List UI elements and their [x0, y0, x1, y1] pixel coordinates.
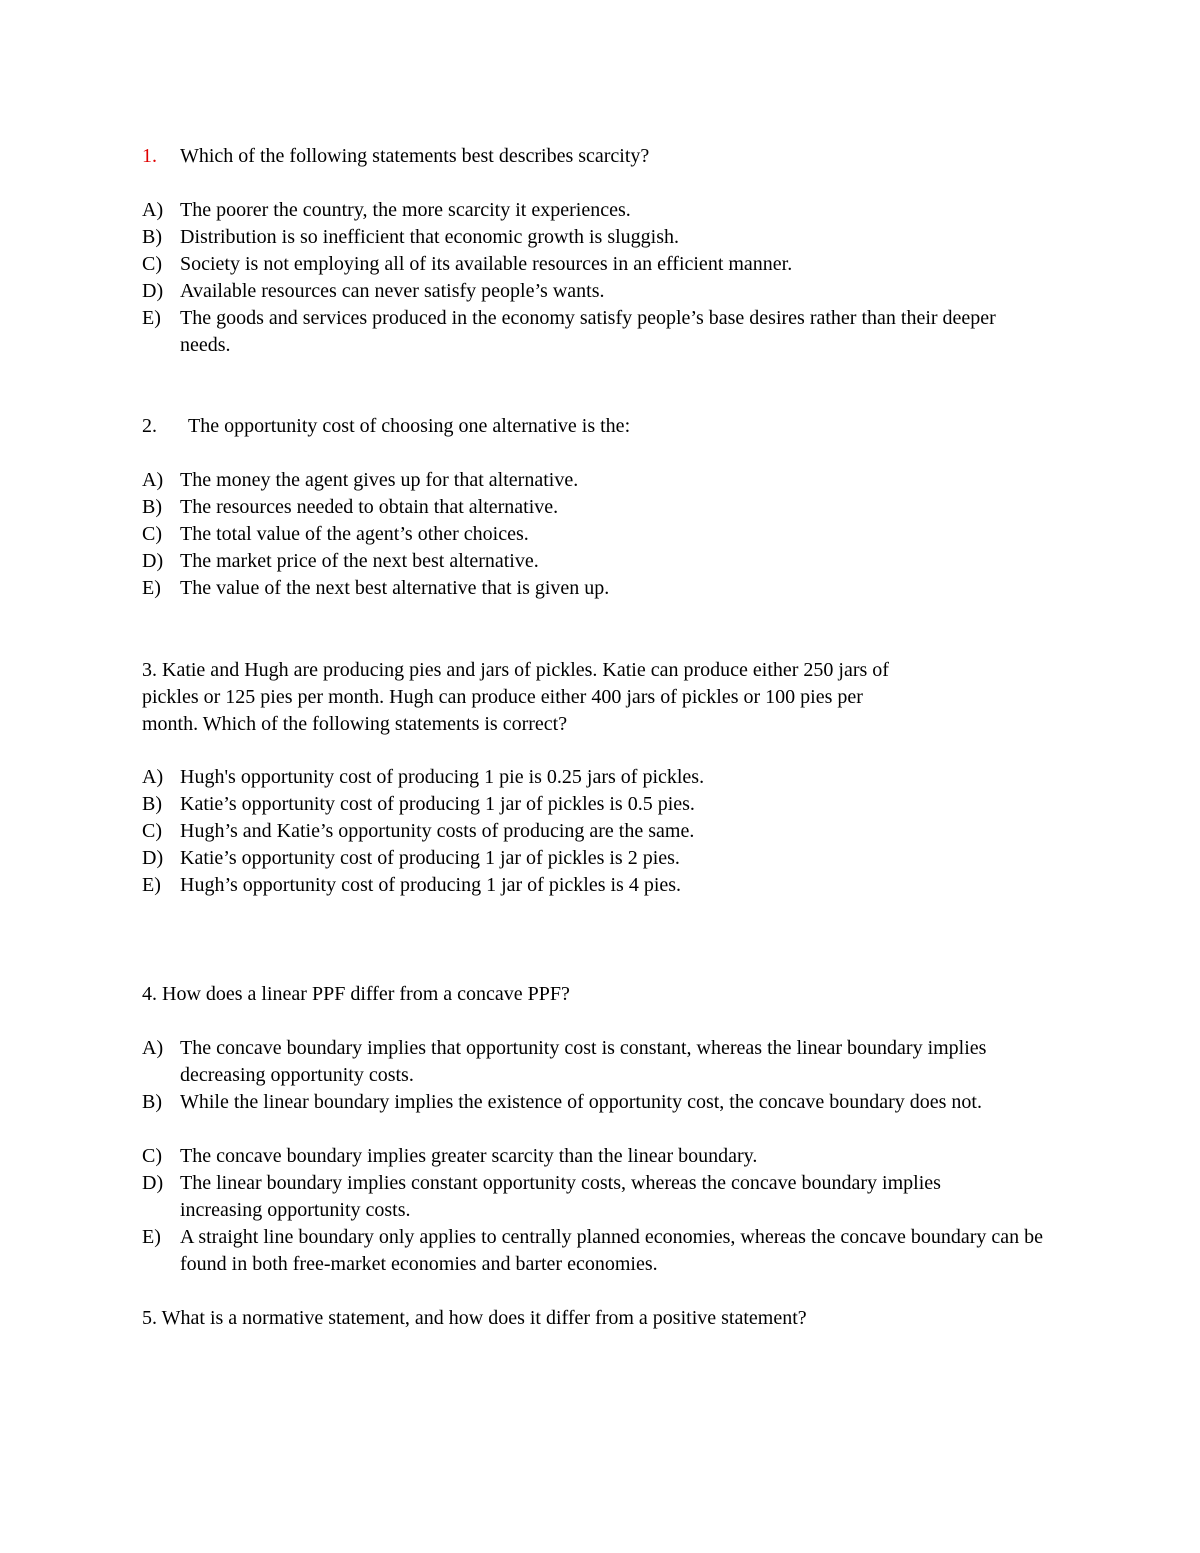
option-letter: D)	[142, 550, 164, 572]
option-letter: B)	[142, 496, 162, 518]
option-letter: B)	[142, 793, 162, 815]
option-letter: C)	[142, 253, 162, 275]
option-text: The money the agent gives up for that alternative.	[180, 469, 579, 491]
option-letter: D)	[142, 280, 164, 302]
question-number: 1.	[142, 145, 157, 167]
option-letter: B)	[142, 226, 162, 248]
option-text: The resources needed to obtain that alternative.	[180, 496, 559, 518]
option-text: The concave boundary implies greater scarcity than the linear boundary.	[180, 1145, 758, 1167]
option-text: Katie’s opportunity cost of producing 1 jar of pickles is 2 pies.	[180, 847, 680, 869]
question-stem-line: month. Which of the following statements is correct?	[142, 713, 568, 735]
option-text: Society is not employing all of its available resources in an efficient manner.	[180, 253, 793, 275]
option-text: Distribution is so inefficient that economic growth is sluggish.	[180, 226, 680, 248]
option-letter: A)	[142, 766, 164, 788]
option-text: The value of the next best alternative that is given up.	[180, 577, 610, 599]
option-text: The total value of the agent’s other choices.	[180, 523, 529, 545]
option-text: The market price of the next best alternative.	[180, 550, 539, 572]
option-letter: E)	[142, 874, 161, 896]
question-stem: 5. What is a normative statement, and how does it differ from a positive statement?	[142, 1307, 807, 1329]
question-stem: 4. How does a linear PPF differ from a concave PPF?	[142, 983, 570, 1005]
option-text: While the linear boundary implies the existence of opportunity cost, the concave boundary does not.	[180, 1091, 982, 1113]
option-letter: C)	[142, 1145, 162, 1167]
option-letter: D)	[142, 847, 164, 869]
option-letter: E)	[142, 307, 161, 329]
option-text: Hugh's opportunity cost of producing 1 pie is 0.25 jars of pickles.	[180, 766, 705, 788]
question-stem-line: 3. Katie and Hugh are producing pies and jars of pickles. Katie can produce either 250 jars of	[142, 659, 889, 681]
question-stem: Which of the following statements best describes scarcity?	[180, 145, 650, 167]
option-letter: A)	[142, 469, 164, 491]
option-letter: A)	[142, 199, 164, 221]
question-stem-line: pickles or 125 pies per month. Hugh can produce either 400 jars of pickles or 100 pies per	[142, 686, 863, 708]
option-letter: E)	[142, 1226, 161, 1248]
option-letter: C)	[142, 523, 162, 545]
question-stem: The opportunity cost of choosing one alternative is the:	[188, 415, 631, 437]
option-text: A straight line boundary only applies to centrally planned economies, whereas the concave boundary can be found in both free-market economies and barter economies.	[180, 1226, 1044, 1275]
option-text: Available resources can never satisfy people’s wants.	[180, 280, 605, 302]
option-letter: E)	[142, 577, 161, 599]
option-letter: C)	[142, 820, 162, 842]
option-text: The goods and services produced in the economy satisfy people’s base desires rather than their deeper needs.	[180, 307, 996, 356]
option-text: The poorer the country, the more scarcity it experiences.	[180, 199, 631, 221]
option-text: Hugh’s and Katie’s opportunity costs of producing are the same.	[180, 820, 695, 842]
option-text: The linear boundary implies constant opportunity costs, whereas the concave boundary implies increasing opportunity costs.	[180, 1172, 941, 1221]
option-letter: D)	[142, 1172, 164, 1194]
option-text: Hugh’s opportunity cost of producing 1 jar of pickles is 4 pies.	[180, 874, 682, 896]
option-letter: B)	[142, 1091, 162, 1113]
question-number: 2.	[142, 415, 157, 437]
option-text: Katie’s opportunity cost of producing 1 jar of pickles is 0.5 pies.	[180, 793, 695, 815]
option-letter: A)	[142, 1037, 164, 1059]
option-text: The concave boundary implies that opportunity cost is constant, whereas the linear boundary implies decreasing opportunity costs.	[180, 1037, 987, 1086]
